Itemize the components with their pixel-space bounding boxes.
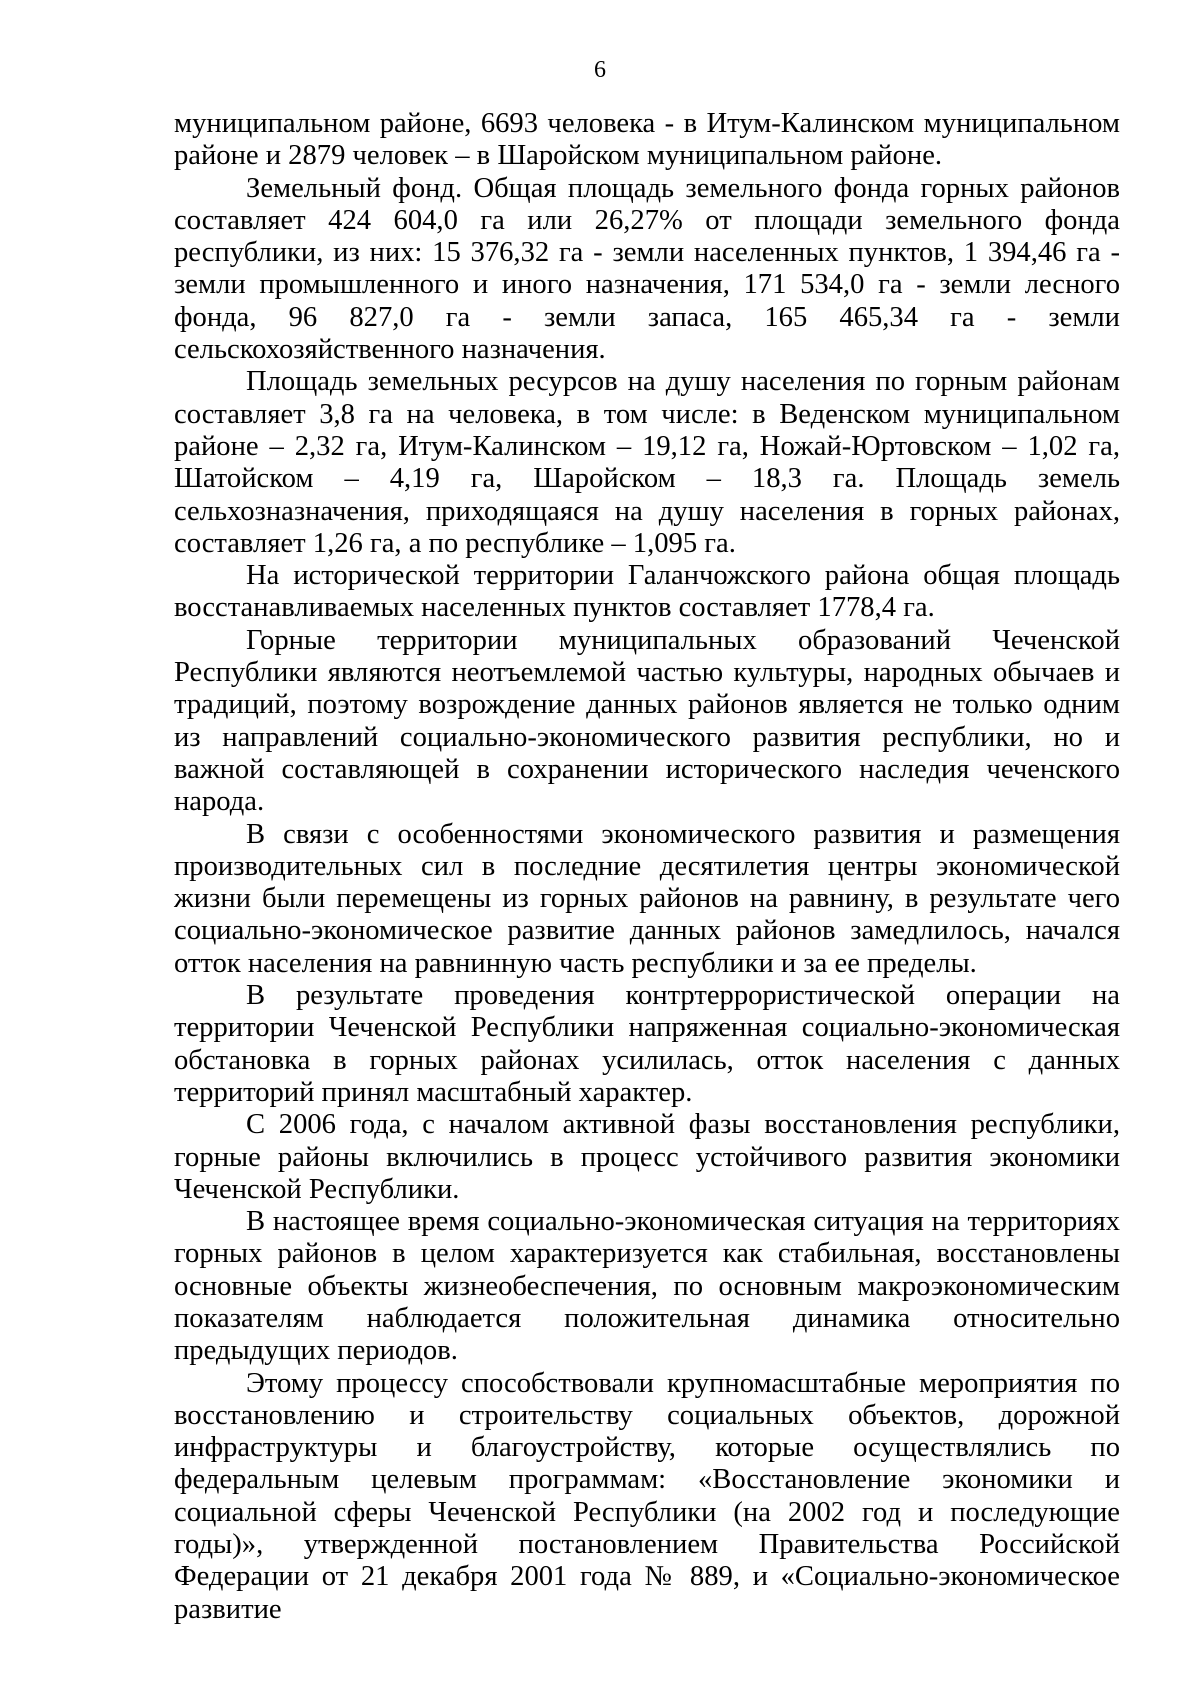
paragraph-2: Земельный фонд. Общая площадь земельного фонда горных районов составляет 424 604,0 га или 26,27% от площади земельного фонда республики, из них: 15 376,32 га - земли населенных пунктов, 1 394,46 га - земли промышленного и иного назначения, 171 534,0 га - земли лесного фонда, 96 827,0 га - земли запаса, 165 465,34 га - земли сельскохозяйственного назначения.	[174, 172, 1120, 366]
paragraph-3: Площадь земельных ресурсов на душу населения по горным районам составляет 3,8 га на человека, в том числе: в Веденском муниципальном районе – 2,32 га, Итум-Калинском – 19,12 га, Ножай-Юртовском – 1,02 га, Шатойском – 4,19 га, Шаройском – 18,3 га. Площадь земель сельхозназначения, приходящаяся на душу населения в горных районах, составляет 1,26 га, а по республике – 1,095 га.	[174, 366, 1120, 559]
paragraph-7: В результате проведения контртеррористической операции на территории Чеченской Республики напряженная социально-экономическая обстановка в горных районах усилилась, отток населения с данных территорий принял масштабный характер.	[174, 980, 1120, 1108]
paragraph-6: В связи с особенностями экономического развития и размещения производительных сил в последние десятилетия центры экономической жизни были перемещены из горных районов на равнину, в результате чего социально-экономическое развитие данных районов замедлилось, начался отток населения на равнинную часть республики и за ее пределы.	[174, 818, 1120, 979]
page-number: 6	[594, 57, 606, 83]
paragraph-10: Этому процессу способствовали крупномасштабные мероприятия по восстановлению и строительству социальных объектов, дорожной инфраструктуры и благоустройству, которые осуществлялись по федеральным целевым программам: «Восстановление экономики и социальной сферы Чеченской Республики (на 2002 год и последующие годы)», утвержденной постановлением Правительства Российской Федерации от 21 декабря 2001 года № 889, и «Социально-экономическое развитие	[174, 1367, 1120, 1625]
paragraph-1: муниципальном районе, 6693 человека - в Итум-Калинском муниципальном районе и 2879 человек – в Шаройском муниципальном районе.	[174, 108, 1120, 172]
paragraph-8: С 2006 года, с началом активной фазы восстановления республики, горные районы включились в процесс устойчивого развития экономики Чеченской Республики.	[174, 1109, 1120, 1205]
paragraph-5: Горные территории муниципальных образований Чеченской Республики являются неотъемлемой частью культуры, народных обычаев и традиций, поэтому возрождение данных районов является не только одним из направлений социально-экономического развития республики, но и важной составляющей в сохранении исторического наследия чеченского народа.	[174, 624, 1120, 818]
document-body	[174, 108, 1120, 1626]
paragraph-4: На исторической территории Галанчожского района общая площадь восстанавливаемых населенных пунктов составляет 1778,4 га.	[174, 560, 1120, 624]
paragraph-9: В настоящее время социально-экономическая ситуация на территориях горных районов в целом характеризуется как стабильная, восстановлены основные объекты жизнеобеспечения, по основным макроэкономическим показателям наблюдается положительная динамика относительно предыдущих периодов.	[174, 1206, 1120, 1367]
